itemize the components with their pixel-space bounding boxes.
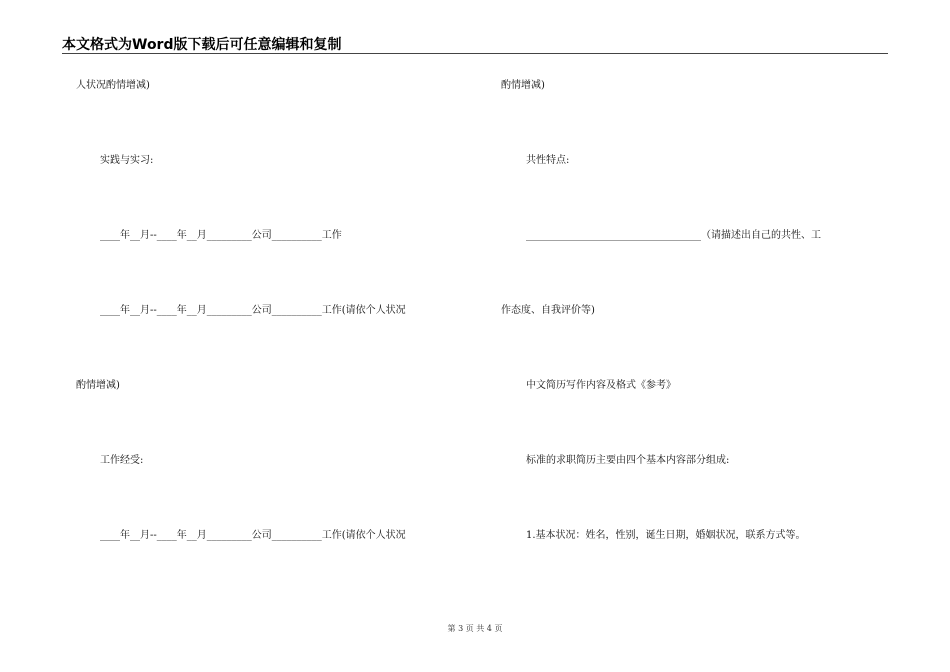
right-line-3: ___________________________________（请描述出自己的共性、工	[526, 230, 821, 241]
header-rule	[62, 53, 888, 54]
left-line-5: 酌情增减)	[76, 380, 120, 391]
left-line-6: 工作经受:	[100, 455, 144, 466]
page-header-title: 本文格式为Word版下载后可任意编辑和复制	[62, 37, 342, 53]
right-line-7: 1.基本状况：姓名，性别，诞生日期，婚姻状况，联系方式等。	[526, 530, 806, 541]
right-line-4: 作态度、自我评价等)	[501, 305, 595, 316]
left-line-2: 实践与实习:	[100, 155, 154, 166]
right-line-1: 酌情增减)	[501, 80, 545, 91]
left-line-1: 人状况酌情增减)	[76, 80, 150, 91]
right-line-2: 共性特点:	[526, 155, 570, 166]
left-line-4: ____年__月--____年__月_________公司__________工作(请依个人状况	[100, 305, 406, 316]
page-footer: 第 3 页 共 4 页	[447, 624, 503, 633]
left-line-7: ____年__月--____年__月_________公司__________工作(请依个人状况	[100, 530, 406, 541]
right-line-5: 中文简历写作内容及格式《参考》	[526, 380, 676, 391]
left-line-3: ____年__月--____年__月_________公司__________工作	[100, 230, 342, 241]
right-line-6: 标准的求职简历主要由四个基本内容部分组成:	[526, 455, 730, 466]
